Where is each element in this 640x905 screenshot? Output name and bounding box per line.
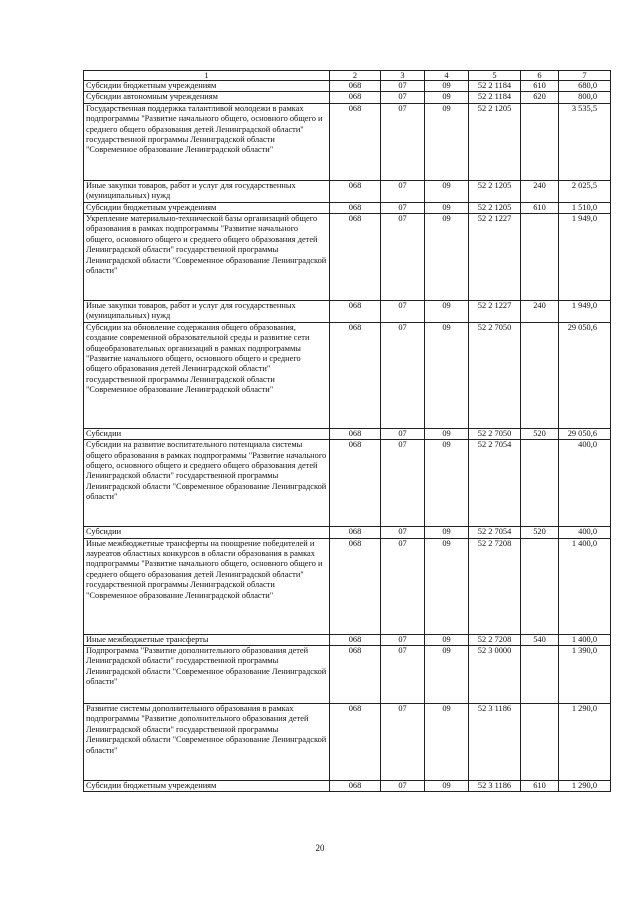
row-c5-cell: 52 2 7054 [469, 527, 521, 538]
table-row [84, 103, 611, 180]
table-row [84, 646, 611, 704]
row-c7-cell: 1 290,0 [559, 704, 611, 781]
row-c2-cell: 068 [330, 214, 381, 301]
row-c2-cell: 068 [330, 538, 381, 634]
row-c3-cell: 07 [381, 81, 425, 92]
row-name-cell: Субсидии [84, 428, 330, 439]
row-name-cell: Развитие системы дополнительного образования в рамках подпрограммы "Развитие дополнительного образования детей Ленинградской области" государственной программы Ленинградской области "Современное образование Ленинградской области" [84, 704, 330, 781]
column-header: 2 [330, 71, 381, 81]
row-c7-cell: 2 025,5 [559, 180, 611, 202]
row-c4-cell: 09 [425, 92, 469, 103]
row-c2-cell: 068 [330, 440, 381, 527]
row-c3-cell: 07 [381, 440, 425, 527]
row-c2-cell: 068 [330, 634, 381, 645]
row-name-cell: Субсидии бюджетным учреждениям [84, 81, 330, 92]
row-c7-cell: 1 400,0 [559, 538, 611, 634]
row-c5-cell: 52 2 1205 [469, 202, 521, 213]
row-c7-cell: 400,0 [559, 527, 611, 538]
row-c4-cell: 09 [425, 646, 469, 704]
row-name-cell: Субсидии на обновление содержания общего образования, создание современной образовательной среды и развитие сети общеобразовательных организаций в рамках подпрограммы "Развитие начального общего, основного общего и среднего общего образования детей Ленинградской области" государственной программы Ленинградской области "Современное образование Ленинградской области" [84, 322, 330, 428]
row-c7-cell: 1 400,0 [559, 634, 611, 645]
row-c6-cell: 610 [521, 202, 559, 213]
row-name-cell: Иные закупки товаров, работ и услуг для государственных (муниципальных) нужд [84, 301, 330, 323]
row-c6-cell: 620 [521, 92, 559, 103]
row-c5-cell: 52 2 1205 [469, 180, 521, 202]
row-name-cell: Иные межбюджетные трансферты [84, 634, 330, 645]
row-name-cell: Иные межбюджетные трансферты на поощрение победителей и лауреатов областных конкурсов в области образования в рамках подпрограммы "Развитие начального общего, основного общего и среднего общего образования детей Ленинградской области" государственной программы Ленинградской области "Современное образование Ленинградской области" [84, 538, 330, 634]
row-c5-cell: 52 3 1186 [469, 781, 521, 792]
column-header: 1 [84, 71, 330, 81]
row-c4-cell: 09 [425, 704, 469, 781]
row-c3-cell: 07 [381, 202, 425, 213]
row-c7-cell: 400,0 [559, 440, 611, 527]
row-c3-cell: 07 [381, 180, 425, 202]
row-c2-cell: 068 [330, 301, 381, 323]
row-c6-cell [521, 440, 559, 527]
row-c3-cell: 07 [381, 428, 425, 439]
row-c6-cell [521, 214, 559, 301]
row-c2-cell: 068 [330, 103, 381, 180]
table-row [84, 180, 611, 202]
row-c6-cell: 540 [521, 634, 559, 645]
table-row [84, 634, 611, 645]
row-name-cell: Подпрограмма "Развитие дополнительного образования детей Ленинградской области" государственной программы Ленинградской области "Современное образование Ленинградской области" [84, 646, 330, 704]
row-c4-cell: 09 [425, 202, 469, 213]
row-c5-cell: 52 2 1227 [469, 214, 521, 301]
row-c3-cell: 07 [381, 646, 425, 704]
column-header: 5 [469, 71, 521, 81]
table-body [84, 81, 611, 792]
row-c2-cell: 068 [330, 704, 381, 781]
table-row [84, 301, 611, 323]
table-row [84, 428, 611, 439]
row-c7-cell: 800,0 [559, 92, 611, 103]
row-c5-cell: 52 3 0000 [469, 646, 521, 704]
row-c5-cell: 52 2 1205 [469, 103, 521, 180]
row-c5-cell: 52 2 7208 [469, 634, 521, 645]
row-c2-cell: 068 [330, 322, 381, 428]
row-c2-cell: 068 [330, 202, 381, 213]
row-c6-cell [521, 704, 559, 781]
row-c4-cell: 09 [425, 103, 469, 180]
row-name-cell: Субсидии бюджетным учреждениям [84, 781, 330, 792]
row-c2-cell: 068 [330, 81, 381, 92]
row-c5-cell: 52 2 7050 [469, 322, 521, 428]
row-c3-cell: 07 [381, 634, 425, 645]
row-c4-cell: 09 [425, 527, 469, 538]
row-c6-cell: 610 [521, 81, 559, 92]
row-c3-cell: 07 [381, 92, 425, 103]
column-header: 6 [521, 71, 559, 81]
row-c2-cell: 068 [330, 428, 381, 439]
row-name-cell: Субсидии [84, 527, 330, 538]
column-header: 3 [381, 71, 425, 81]
row-name-cell: Субсидии на развитие воспитательного потенциала системы общего образования в рамках подпрограммы "Развитие начального общего, основного общего и среднего общего образования детей Ленинградской области" государственной программы Ленинградской области "Современное образование Ленинградской области" [84, 440, 330, 527]
row-c3-cell: 07 [381, 214, 425, 301]
row-c4-cell: 09 [425, 781, 469, 792]
row-c7-cell: 1 949,0 [559, 214, 611, 301]
row-c5-cell: 52 2 1227 [469, 301, 521, 323]
row-c4-cell: 09 [425, 81, 469, 92]
row-c4-cell: 09 [425, 538, 469, 634]
row-c2-cell: 068 [330, 781, 381, 792]
row-c4-cell: 09 [425, 180, 469, 202]
row-name-cell: Иные закупки товаров, работ и услуг для государственных (муниципальных) нужд [84, 180, 330, 202]
row-c3-cell: 07 [381, 527, 425, 538]
row-c7-cell: 1 290,0 [559, 781, 611, 792]
row-c5-cell: 52 2 7208 [469, 538, 521, 634]
row-c6-cell [521, 322, 559, 428]
row-c4-cell: 09 [425, 634, 469, 645]
row-name-cell: Субсидии бюджетным учреждениям [84, 202, 330, 213]
row-name-cell: Субсидии автономным учреждениям [84, 92, 330, 103]
row-c5-cell: 52 2 1184 [469, 92, 521, 103]
row-c3-cell: 07 [381, 301, 425, 323]
row-c6-cell [521, 646, 559, 704]
budget-table [83, 70, 611, 792]
page-number: 20 [315, 843, 325, 853]
row-c4-cell: 09 [425, 428, 469, 439]
row-c3-cell: 07 [381, 704, 425, 781]
row-c6-cell: 520 [521, 428, 559, 439]
row-c4-cell: 09 [425, 440, 469, 527]
table-row [84, 527, 611, 538]
column-header: 7 [559, 71, 611, 81]
row-c7-cell: 1 949,0 [559, 301, 611, 323]
row-name-cell: Укрепление материально-технической базы организаций общего образования в рамках подпрограммы "Развитие начального общего, основного общего и среднего общего образования детей Ленинградской области" государственной программы Ленинградской области "Современное образование Ленинградской области" [84, 214, 330, 301]
row-c5-cell: 52 2 7054 [469, 440, 521, 527]
row-c7-cell: 29 050,6 [559, 322, 611, 428]
table-row [84, 92, 611, 103]
row-c2-cell: 068 [330, 646, 381, 704]
row-name-cell: Государственная поддержка талантливой молодежи в рамках подпрограммы "Развитие начального общего, основного общего и среднего общего образования детей Ленинградской области" государственной программы Ленинградской области "Современное образование Ленинградской области" [84, 103, 330, 180]
row-c5-cell: 52 2 1184 [469, 81, 521, 92]
row-c6-cell [521, 538, 559, 634]
row-c4-cell: 09 [425, 301, 469, 323]
row-c6-cell: 240 [521, 180, 559, 202]
row-c6-cell: 240 [521, 301, 559, 323]
row-c4-cell: 09 [425, 214, 469, 301]
row-c3-cell: 07 [381, 781, 425, 792]
row-c6-cell: 610 [521, 781, 559, 792]
table-row [84, 81, 611, 92]
row-c4-cell: 09 [425, 322, 469, 428]
row-c5-cell: 52 3 1186 [469, 704, 521, 781]
row-c7-cell: 680,0 [559, 81, 611, 92]
table-row [84, 202, 611, 213]
row-c2-cell: 068 [330, 180, 381, 202]
row-c6-cell: 520 [521, 527, 559, 538]
row-c7-cell: 1 510,0 [559, 202, 611, 213]
row-c6-cell [521, 103, 559, 180]
row-c7-cell: 3 535,5 [559, 103, 611, 180]
row-c2-cell: 068 [330, 92, 381, 103]
row-c3-cell: 07 [381, 322, 425, 428]
table-row [84, 538, 611, 634]
table-header-row [84, 71, 611, 81]
table-row [84, 704, 611, 781]
row-c3-cell: 07 [381, 538, 425, 634]
table-row [84, 214, 611, 301]
column-header: 4 [425, 71, 469, 81]
row-c7-cell: 1 390,0 [559, 646, 611, 704]
table-row [84, 440, 611, 527]
row-c5-cell: 52 2 7050 [469, 428, 521, 439]
row-c2-cell: 068 [330, 527, 381, 538]
row-c3-cell: 07 [381, 103, 425, 180]
table-row [84, 781, 611, 792]
table-row [84, 322, 611, 428]
row-c7-cell: 29 050,6 [559, 428, 611, 439]
